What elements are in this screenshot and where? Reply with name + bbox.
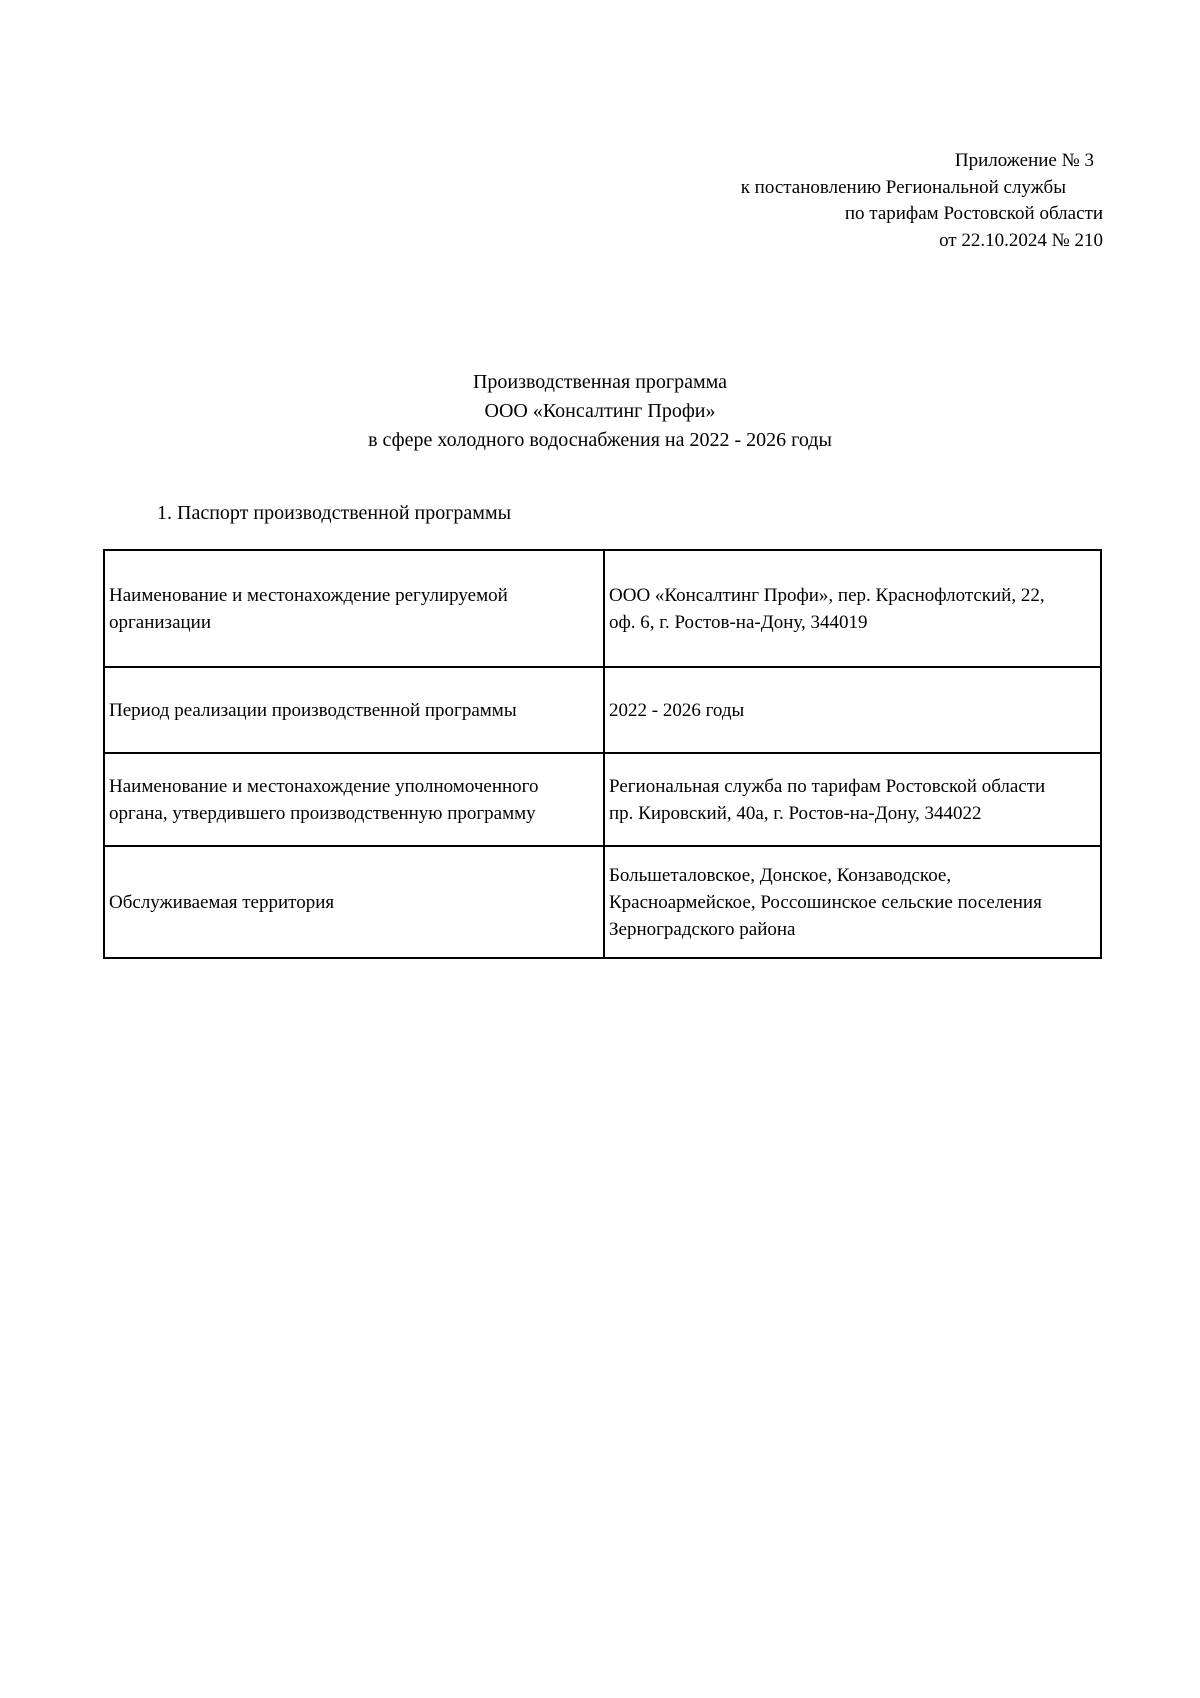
table-cell-label	[104, 846, 604, 958]
appendix-authority: по тарифам Ростовской области	[844, 203, 1103, 224]
table-cell-value	[604, 846, 1101, 958]
appendix-resolution-ref: к постановлению Региональной службы	[740, 176, 1066, 198]
appendix-header	[741, 148, 1103, 254]
title-line-program: Производственная программа	[472, 371, 728, 393]
table-cell-value	[604, 753, 1101, 846]
table-row	[104, 667, 1101, 753]
table-cell-label	[104, 667, 604, 753]
appendix-date-number: от 22.10.2024 № 210	[939, 229, 1103, 251]
cell-text-line: Региональная служба по тарифам Ростовской области	[609, 775, 1046, 797]
section-heading-passport: 1. Паспорт производственной программы	[157, 502, 512, 524]
cell-text-line: Наименование и местонахождение уполномоченного	[109, 775, 539, 797]
table-cell-value	[604, 667, 1101, 753]
cell-text-line: 2022 - 2026 годы	[609, 699, 745, 721]
cell-text-line: Наименование и местонахождение регулируемой	[109, 584, 508, 606]
cell-text-line: Обслуживаемая территория	[109, 891, 335, 913]
cell-text-line: Период реализации производственной программы	[109, 699, 517, 721]
title-line-company: ООО «Консалтинг Профи»	[484, 400, 716, 422]
passport-table	[103, 549, 1102, 959]
cell-text-line: организации	[109, 611, 212, 633]
table-row	[104, 550, 1101, 667]
document-title	[0, 368, 1200, 455]
cell-text-line: ООО «Консалтинг Профи», пер. Краснофлотский, 22,	[609, 584, 1045, 606]
table-cell-label	[104, 753, 604, 846]
cell-text-line: Красноармейское, Россошинское сельские поселения	[609, 891, 1042, 913]
cell-text-line: оф. 6, г. Ростов-на-Дону, 344019	[609, 611, 868, 633]
table-row	[104, 846, 1101, 958]
table-cell-label	[104, 550, 604, 667]
cell-text-line: пр. Кировский, 40а, г. Ростов-на-Дону, 344022	[609, 802, 982, 824]
appendix-number: Приложение № 3	[954, 150, 1094, 171]
table-row	[104, 753, 1101, 846]
title-line-scope: в сфере холодного водоснабжения на 2022 - 2026 годы	[368, 429, 832, 451]
cell-text-line: Зерноградского района	[609, 918, 796, 940]
cell-text-line: Большеталовское, Донское, Конзаводское,	[609, 864, 952, 886]
table-cell-value	[604, 550, 1101, 667]
cell-text-line: органа, утвердившего производственную программу	[109, 802, 536, 824]
